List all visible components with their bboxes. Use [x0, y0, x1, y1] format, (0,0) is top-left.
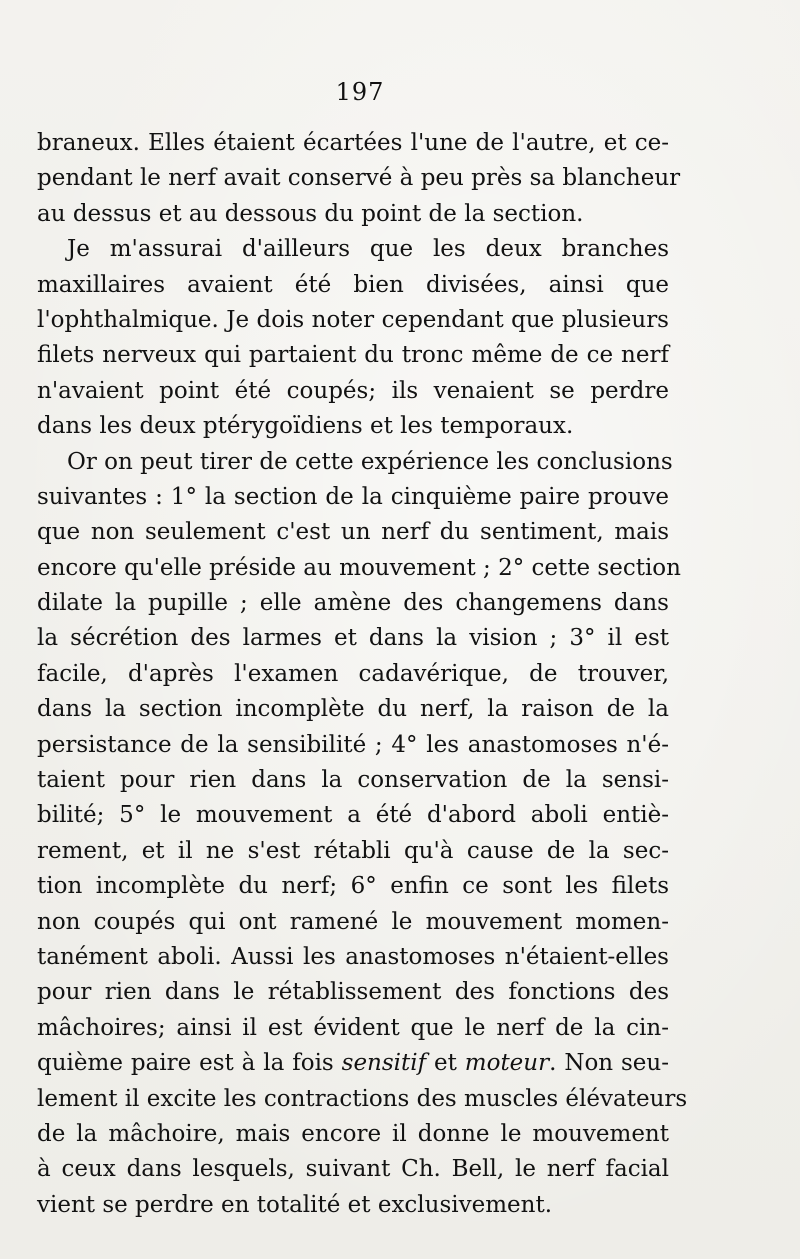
- text-line: bilité; 5° le mouvement a été d'abord aboli entiè-: [37, 802, 669, 829]
- page-number: 197: [335, 78, 385, 106]
- text-line: non coupés qui ont ramené le mouvement momen-: [37, 908, 669, 935]
- text-line: dans les deux ptérygoïdiens et les temporaux.: [37, 413, 574, 440]
- text-line: tion incomplète du nerf; 6° enfin ce sont les filets: [37, 873, 669, 900]
- text-line: Je m'assurai d'ailleurs que les deux branches: [67, 236, 669, 263]
- text-line: pendant le nerf avait conservé à peu près sa blancheur: [37, 165, 681, 192]
- text-line: facile, d'après l'examen cadavérique, de trouver,: [37, 660, 669, 687]
- italic-term: sensitif: [341, 1050, 427, 1077]
- text-line: mâchoires; ainsi il est évident que le nerf de la cin-: [37, 1014, 669, 1041]
- text-line: à ceux dans lesquels, suivant Ch. Bell, le nerf facial: [37, 1156, 669, 1183]
- text-line: pour rien dans le rétablissement des fonctions des: [37, 979, 669, 1006]
- text-segment: . Non seu-: [549, 1050, 669, 1077]
- text-line: suivantes : 1° la section de la cinquième paire prouve: [37, 483, 669, 510]
- text-line: vient se perdre en totalité et exclusivement.: [37, 1191, 553, 1218]
- text-line: filets nerveux qui partaient du tronc même de ce nerf: [37, 342, 669, 369]
- text-line: l'ophthalmique. Je dois noter cependant que plusieurs: [37, 306, 669, 333]
- text-line: de la mâchoire, mais encore il donne le mouvement: [37, 1120, 669, 1147]
- text-line: dans la section incomplète du nerf, la raison de la: [37, 696, 669, 723]
- text-line: que non seulement c'est un nerf du sentiment, mais: [37, 519, 669, 546]
- text-line: rement, et il ne s'est rétabli qu'à cause de la sec-: [37, 837, 669, 864]
- text-line: braneux. Elles étaient écartées l'une de l'autre, et ce-: [37, 130, 669, 156]
- text-line: n'avaient point été coupés; ils venaient se perdre: [37, 377, 669, 404]
- text-line: maxillaires avaient été bien divisées, ainsi que: [37, 271, 669, 298]
- text-line: persistance de la sensibilité ; 4° les anastomoses n'é-: [37, 731, 669, 758]
- text-line: Or on peut tirer de cette expérience les conclusions: [67, 448, 673, 475]
- text-line: dilate la pupille ; elle amène des changemens dans: [37, 590, 669, 617]
- text-line: taient pour rien dans la conservation de la sensi-: [37, 767, 669, 794]
- text-line: [37, 1046, 669, 1081]
- text-line: la sécrétion des larmes et dans la vision ; 3° il est: [37, 625, 669, 652]
- italic-term: moteur: [464, 1050, 550, 1077]
- text-line: lement il excite les contractions des muscles élévateurs: [37, 1085, 688, 1112]
- text-line: tanément aboli. Aussi les anastomoses n'étaient-elles: [37, 943, 669, 970]
- text-line: encore qu'elle préside au mouvement ; 2° cette section: [37, 554, 681, 581]
- text-segment: quième paire est à la fois: [37, 1050, 342, 1077]
- text-line: au dessus et au dessous du point de la section.: [37, 200, 584, 227]
- body-text: [37, 126, 688, 1223]
- text-segment: et: [426, 1050, 465, 1077]
